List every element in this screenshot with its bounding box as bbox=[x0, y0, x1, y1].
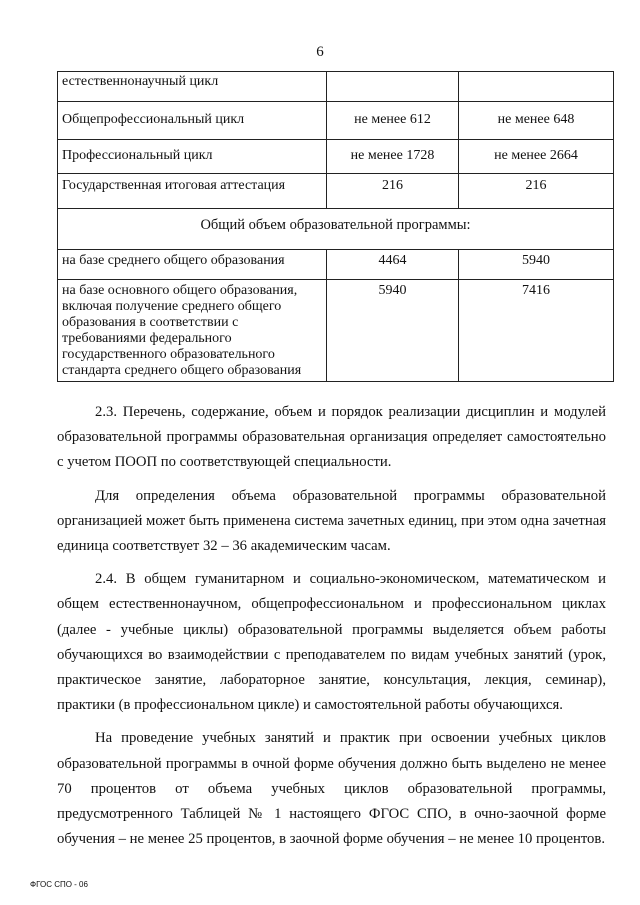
row-label: Профессиональный цикл bbox=[58, 140, 327, 174]
row-value-1: не менее 612 bbox=[327, 102, 459, 140]
row-value-2: 216 bbox=[459, 174, 614, 209]
table-row bbox=[58, 140, 614, 174]
paragraph-classroom-share: На проведение учебных занятий и практик при освоении учебных циклов образовательной программы в очной форме обучения должно быть выделено не менее 70 процентов от объема учебных циклов образовательной программы, предусмотренного Таблицей № 1 настоящего ФГОС СПО, в очно-заочной форме обучения – не менее 25 процентов, в заочной форме обучения – не менее 10 процентов. bbox=[57, 730, 606, 848]
table-row bbox=[58, 174, 614, 209]
table-row bbox=[58, 72, 614, 102]
table-row bbox=[58, 102, 614, 140]
row-label: естественнонаучный цикл bbox=[58, 72, 327, 102]
section-header: Общий объем образовательной программы: bbox=[58, 209, 614, 250]
paragraph-2-4: 2.4. В общем гуманитарном и социально-экономическом, математическом и общем естественнонаучном, общепрофессиональном и профессиональном циклах (далее - учебные циклы) образовательной программы выделяется объем работы обучающихся во взаимодействии с преподавателем по видам учебных занятий (урок, практическое занятие, лабораторное занятие, консультация, лекция, семинар), практики (в профессиональном цикле) и самостоятельной работы обучающихся. bbox=[57, 571, 606, 714]
paragraph-2-3: 2.3. Перечень, содержание, объем и порядок реализации дисциплин и модулей образовательной программы образовательная организация определяет самостоятельно с учетом ПООП по соответствующей специальности. bbox=[57, 404, 606, 471]
row-value-2: 5940 bbox=[459, 250, 614, 280]
row-value-1: 216 bbox=[327, 174, 459, 209]
row-value-2 bbox=[459, 72, 614, 102]
row-value-2: не менее 2664 bbox=[459, 140, 614, 174]
paragraph-credit-units: Для определения объема образовательной программы образовательной организацией может быть применена система зачетных единиц, при этом одна зачетная единица соответствует 32 – 36 академическим часам. bbox=[57, 487, 606, 555]
page-number: 6 bbox=[316, 44, 324, 60]
row-value-1: не менее 1728 bbox=[327, 140, 459, 174]
table-row bbox=[58, 280, 614, 382]
row-value-1: 4464 bbox=[327, 250, 459, 280]
row-label: Общепрофессиональный цикл bbox=[58, 102, 327, 140]
row-value-1: 5940 bbox=[327, 280, 459, 382]
row-label: Государственная итоговая аттестация bbox=[58, 174, 327, 209]
row-label: на базе основного общего образования, включая получение среднего общего образования в соответствии с требованиями федерального государственного образовательного стандарта среднего общего образования bbox=[58, 280, 327, 382]
row-value-1 bbox=[327, 72, 459, 102]
table-row bbox=[58, 250, 614, 280]
hours-table bbox=[57, 71, 614, 382]
footer-label: ФГОС СПО - 06 bbox=[30, 880, 88, 889]
row-label: на базе среднего общего образования bbox=[58, 250, 327, 280]
row-value-2: не менее 648 bbox=[459, 102, 614, 140]
body-text bbox=[57, 400, 606, 852]
row-value-2: 7416 bbox=[459, 280, 614, 382]
table-section-row bbox=[58, 209, 614, 250]
